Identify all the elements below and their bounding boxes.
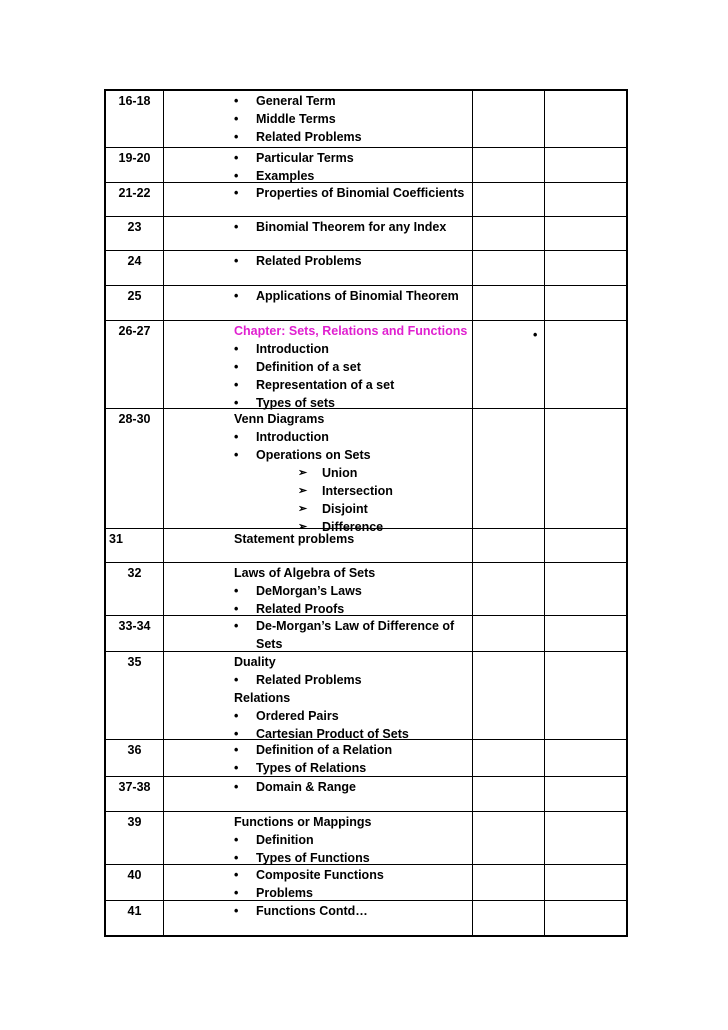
topic-list [234, 741, 474, 777]
bullet-icon: • [234, 396, 239, 410]
topic-line [234, 653, 474, 671]
topic-line [234, 813, 474, 831]
topic-line [234, 600, 474, 618]
bullet-icon: • [234, 112, 239, 126]
arrow-bullet-icon: ➢ [298, 503, 308, 515]
bullet-icon: • [234, 851, 239, 865]
week-number: 24 [127, 254, 142, 268]
row-divider [106, 216, 626, 217]
topic-line [234, 831, 474, 849]
bullet-icon: • [234, 602, 239, 616]
topic-list [234, 617, 474, 653]
topic-text: Representation of a set [256, 378, 395, 392]
topic-text: Problems [256, 886, 313, 900]
topic-text: Particular Terms [256, 151, 354, 165]
topic-list [234, 252, 474, 270]
topic-list [234, 287, 474, 305]
topic-text: Applications of Binomial Theorem [256, 289, 459, 303]
week-number: 40 [127, 868, 142, 882]
topic-list [234, 813, 474, 867]
topic-text: DeMorgan’s Laws [256, 584, 362, 598]
week-number: 23 [127, 220, 142, 234]
schedule-table [104, 89, 628, 937]
bullet-icon: • [234, 342, 239, 356]
bullet-icon: • [234, 780, 239, 794]
bullet-icon: • [234, 169, 239, 183]
topic-line [234, 184, 474, 202]
topic-list [234, 184, 474, 202]
topic-text: Intersection [322, 484, 393, 498]
topic-list [234, 218, 474, 236]
week-number: 16-18 [118, 94, 151, 108]
week-number: 36 [127, 743, 142, 757]
week-number: 37-38 [118, 780, 151, 794]
week-number: 41 [127, 904, 142, 918]
topic-list [234, 866, 474, 902]
topic-line [234, 564, 474, 582]
topic-list [234, 149, 474, 185]
row-divider [106, 562, 626, 563]
bullet-icon: • [234, 709, 239, 723]
column-divider [163, 91, 164, 935]
week-number: 19-20 [118, 151, 151, 165]
topic-text: Ordered Pairs [256, 709, 339, 723]
topic-list [234, 902, 474, 920]
topic-line [234, 428, 474, 446]
topic-list [234, 653, 474, 743]
topic-line [234, 128, 474, 146]
week-number: 35 [127, 655, 142, 669]
topic-list [234, 92, 474, 146]
week-number: 26-27 [118, 324, 151, 338]
topic-list [234, 410, 474, 536]
topic-line [234, 707, 474, 725]
bullet-icon: • [234, 186, 239, 200]
bullet-icon: • [234, 220, 239, 234]
topic-text: Related Proofs [256, 602, 345, 616]
topic-text: Relations [234, 691, 291, 705]
arrow-bullet-icon: ➢ [298, 485, 308, 497]
week-number: 32 [127, 566, 142, 580]
topic-line [234, 482, 474, 500]
column-divider [544, 91, 545, 935]
topic-line [234, 167, 474, 185]
topic-list [234, 530, 474, 548]
topic-line [234, 464, 474, 482]
topic-text: Statement problems [234, 532, 355, 546]
topic-line [234, 741, 474, 759]
topic-text: De-Morgan’s Law of Difference of [256, 619, 455, 633]
topic-text: Related Problems [256, 130, 362, 144]
row-divider [106, 320, 626, 321]
row-divider [106, 250, 626, 251]
topic-line [234, 376, 474, 394]
topic-line [234, 410, 474, 428]
topic-line [234, 322, 474, 340]
topic-line [234, 218, 474, 236]
topic-text: Laws of Algebra of Sets [234, 566, 376, 580]
bullet-icon: • [234, 430, 239, 444]
topic-text: Introduction [256, 430, 329, 444]
topic-text: Cartesian Product of Sets [256, 727, 409, 741]
week-number: 21-22 [118, 186, 151, 200]
topic-line [234, 530, 474, 548]
topic-text: Functions Contd… [256, 904, 368, 918]
topic-line [234, 582, 474, 600]
bullet-icon: • [234, 833, 239, 847]
topic-text: Sets [256, 637, 283, 651]
topic-line [234, 358, 474, 376]
topic-text: Middle Terms [256, 112, 336, 126]
topic-text: Types of sets [256, 396, 335, 410]
topic-text: Introduction [256, 342, 329, 356]
topic-line [234, 92, 474, 110]
topic-text: Types of Functions [256, 851, 370, 865]
topic-text: Domain & Range [256, 780, 357, 794]
bullet-icon: • [234, 584, 239, 598]
topic-text: Operations on Sets [256, 448, 371, 462]
topic-text: Definition of a Relation [256, 743, 393, 757]
topic-line [234, 617, 474, 635]
row-divider [106, 147, 626, 148]
topic-text: Related Problems [256, 673, 362, 687]
topic-line [234, 635, 474, 653]
topic-line [234, 778, 474, 796]
topic-line [234, 287, 474, 305]
topic-line [234, 759, 474, 777]
row-divider [106, 285, 626, 286]
bullet-icon: • [234, 868, 239, 882]
bullet-icon: • [234, 151, 239, 165]
week-number: 25 [127, 289, 142, 303]
week-number: 33-34 [118, 619, 151, 633]
topic-text: General Term [256, 94, 336, 108]
topic-line [234, 500, 474, 518]
topic-line [234, 446, 474, 464]
topic-line [234, 689, 474, 707]
topic-text: Disjoint [322, 502, 368, 516]
bullet-icon: • [234, 761, 239, 775]
topic-text: Properties of Binomial Coefficients [256, 186, 465, 200]
topic-text: Related Problems [256, 254, 362, 268]
bullet-mark: • [533, 328, 538, 342]
week-number: 31 [109, 532, 123, 546]
topic-line [234, 902, 474, 920]
arrow-bullet-icon: ➢ [298, 521, 308, 533]
topic-line [234, 866, 474, 884]
row-divider [106, 811, 626, 812]
topic-line [234, 149, 474, 167]
bullet-icon: • [234, 886, 239, 900]
chapter-heading: Chapter: Sets, Relations and Functions [234, 324, 468, 338]
topic-text: Difference [322, 520, 384, 534]
bullet-icon: • [234, 727, 239, 741]
topic-text: Definition of a set [256, 360, 361, 374]
topic-line [234, 252, 474, 270]
topic-text: Composite Functions [256, 868, 384, 882]
topic-line [234, 110, 474, 128]
topic-line [234, 671, 474, 689]
bullet-icon: • [234, 130, 239, 144]
bullet-icon: • [234, 619, 239, 633]
topic-list [234, 564, 474, 618]
bullet-icon: • [234, 360, 239, 374]
topic-text: Functions or Mappings [234, 815, 372, 829]
topic-line [234, 884, 474, 902]
topic-text: Duality [234, 655, 276, 669]
topic-line [234, 849, 474, 867]
bullet-icon: • [234, 904, 239, 918]
bullet-icon: • [234, 289, 239, 303]
bullet-icon: • [234, 94, 239, 108]
topic-text: Venn Diagrams [234, 412, 325, 426]
bullet-icon: • [234, 448, 239, 462]
bullet-icon: • [234, 378, 239, 392]
arrow-bullet-icon: ➢ [298, 467, 308, 479]
topic-list [234, 322, 474, 412]
bullet-icon: • [234, 673, 239, 687]
week-number: 39 [127, 815, 142, 829]
topic-line [234, 340, 474, 358]
topic-list [234, 778, 474, 796]
week-number: 28-30 [118, 412, 151, 426]
topic-text: Definition [256, 833, 314, 847]
topic-text: Types of Relations [256, 761, 367, 775]
topic-text: Examples [256, 169, 315, 183]
bullet-icon: • [234, 254, 239, 268]
topic-text: Union [322, 466, 358, 480]
bullet-icon: • [234, 743, 239, 757]
topic-text: Binomial Theorem for any Index [256, 220, 447, 234]
